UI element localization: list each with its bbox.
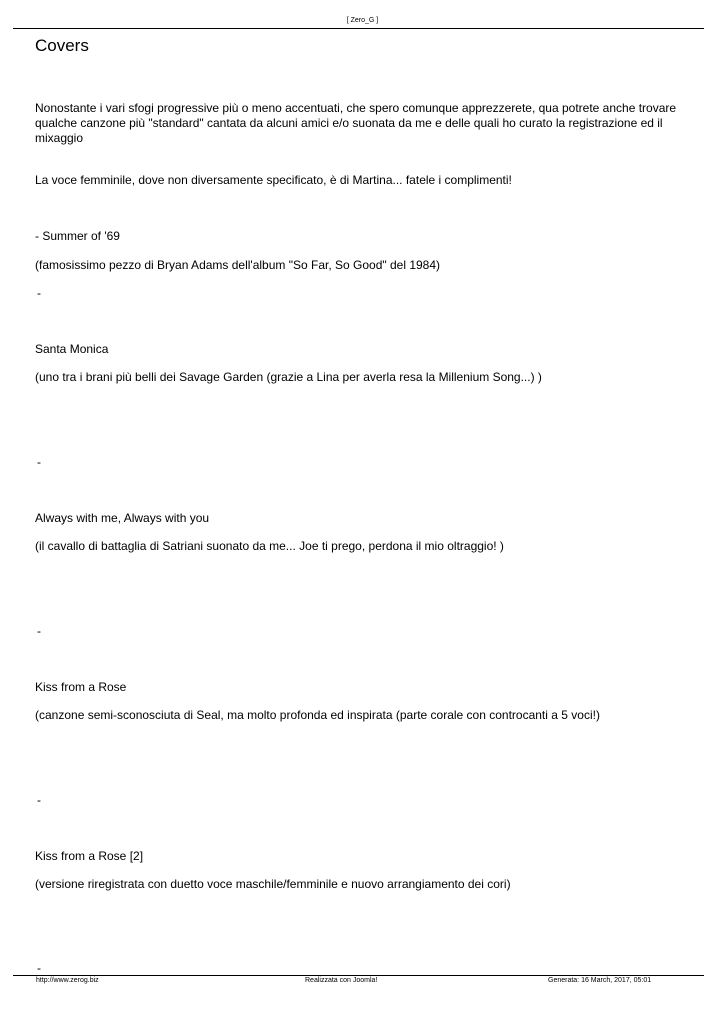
voice-note: La voce femminile, dove non diversamente specificato, è di Martina... fatele i complimenti! [35,173,512,187]
footer-generated-date: Generata: 16 March, 2017, 05:01 [548,977,652,984]
song-title: Santa Monica [35,342,109,356]
song-description: (canzone semi-sconosciuta di Seal, ma molto profonda ed inspirata (parte corale con controcanti a 5 voci!) [35,708,600,722]
song-description: (uno tra i brani più belli dei Savage Garden (grazie a Lina per averla resa la Millenium Song...) ) [35,370,542,384]
song-title: Kiss from a Rose [35,680,127,694]
page-title: Covers [35,36,89,55]
intro-paragraph: Nonostante i vari sfogi progressive più o meno accentuati, che spero comunque apprezzerete, qua potrete anche trovare qualche canzone più "standard" cantata da alcuni amici e/o suonata da me e delle quali ho curato la registrazione ed il mixaggio [35,101,677,145]
song-description: (famosissimo pezzo di Bryan Adams dell'album "So Far, So Good" del 1984) [35,258,441,272]
song-description: (il cavallo di battaglia di Satriani suonato da me... Joe ti prego, perdona il mio oltraggio! ) [35,539,504,553]
footer-cms-credit: Realizzata con Joomla! [305,977,378,984]
song-title: Always with me, Always with you [35,511,210,525]
song-description: (versione riregistrata con duetto voce maschile/femminile e nuovo arrangiamento dei cori) [35,877,511,891]
header-divider [13,28,704,29]
song-title: Kiss from a Rose [2] [35,849,144,863]
song-dash: - [37,286,41,300]
song-title: - Summer of '69 [35,229,120,243]
footer-site-link[interactable]: http://www.zerog.biz [36,977,99,984]
song-dash: - [37,624,41,638]
song-dash: - [37,961,41,975]
song-dash: - [37,455,41,469]
site-header: [ Zero_G ] [346,17,379,24]
song-dash: - [37,793,41,807]
